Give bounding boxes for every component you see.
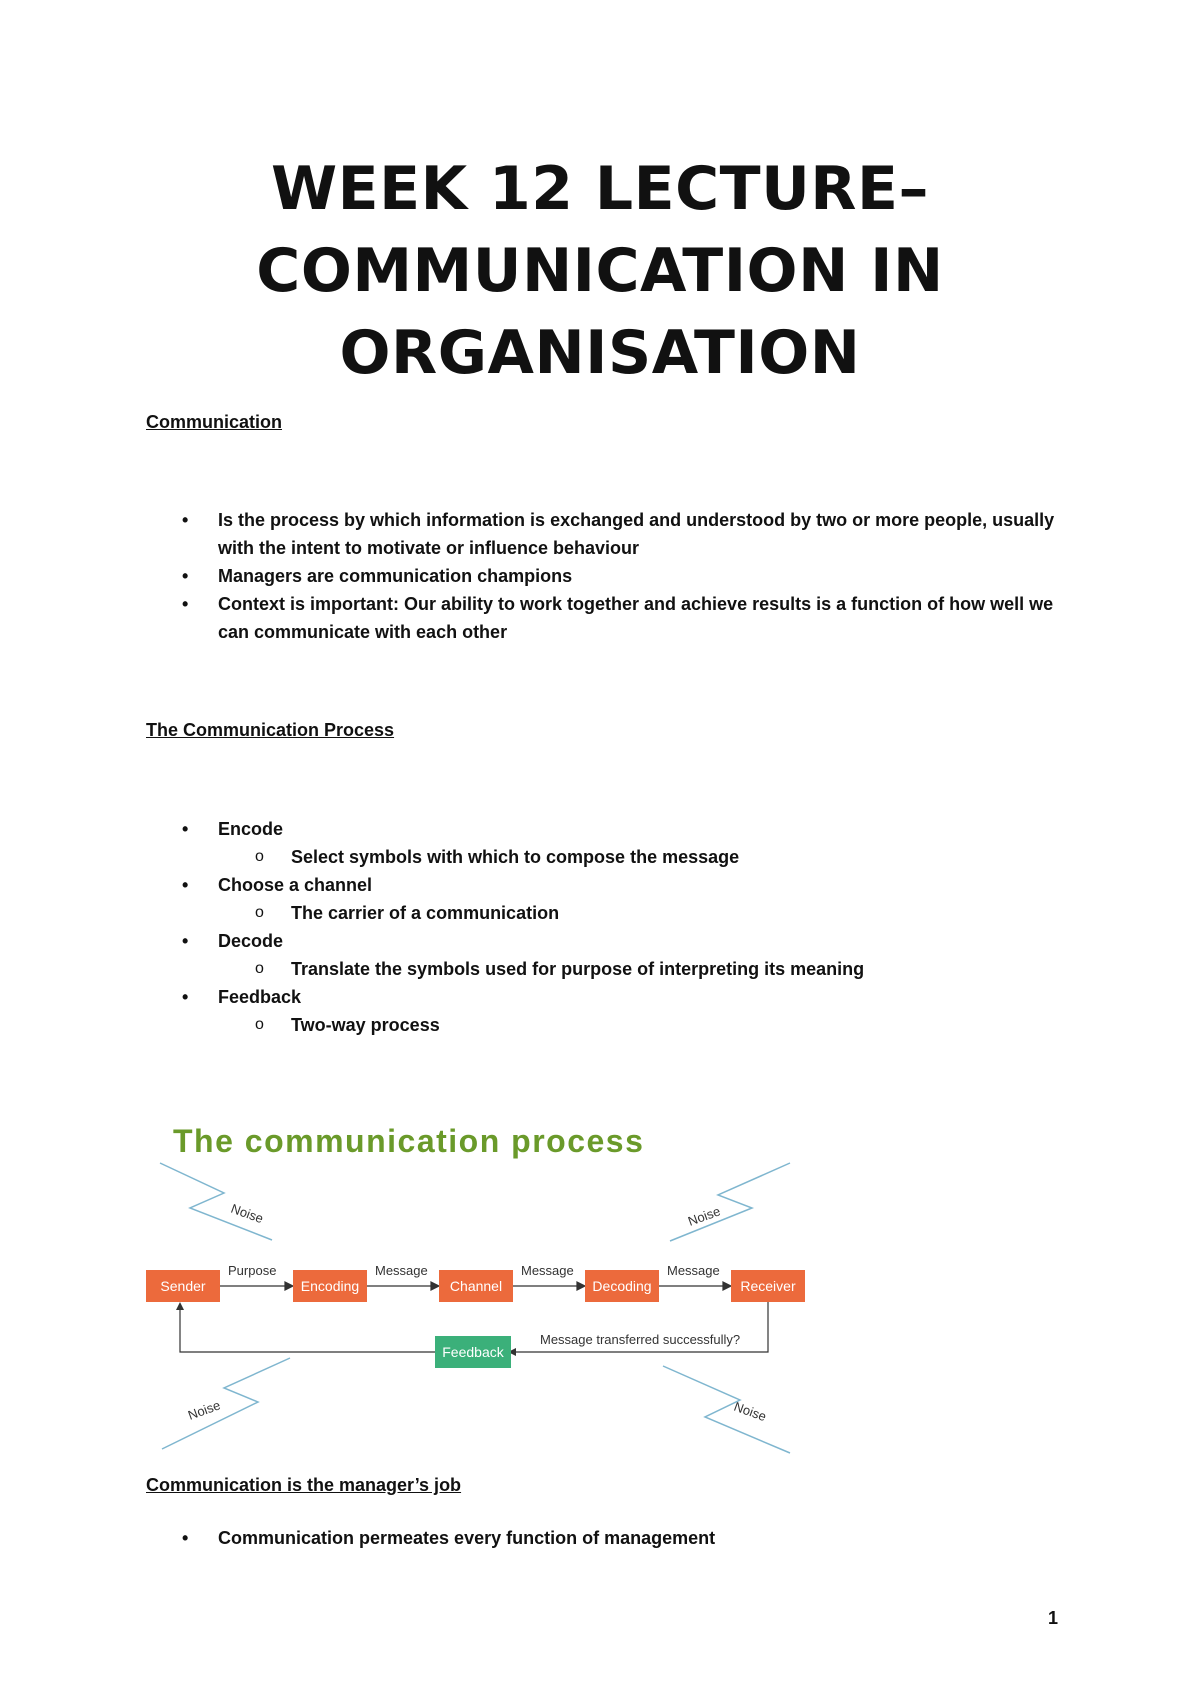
arrow-head xyxy=(176,1302,184,1310)
sub-list-item: o The carrier of a communication xyxy=(218,899,991,927)
noise-label: Noise xyxy=(685,1203,723,1229)
sub-list xyxy=(218,955,1058,983)
section-heading-communication-process: The Communication Process xyxy=(146,720,395,740)
communication-process-diagram xyxy=(140,1110,820,1460)
list-item: • Choose a channel o The carrier of a communication xyxy=(0,871,1058,927)
bullet-icon: • xyxy=(182,875,189,895)
title-line-1: WEEK 12 LECTURE– xyxy=(270,154,929,224)
diagram-title: The communication process xyxy=(173,1123,645,1159)
managers-job-bullet-list xyxy=(0,1524,1058,1552)
noise-line-top-right xyxy=(670,1163,790,1241)
noise-line-top-left xyxy=(160,1163,272,1240)
page-number: 1 xyxy=(1048,1608,1059,1628)
communication-process-list xyxy=(0,815,1058,1039)
communication-bullet-list xyxy=(0,506,1058,646)
sub-list xyxy=(218,1011,1058,1039)
bullet-icon: • xyxy=(182,566,189,586)
feedback-question: Message transferred successfully? xyxy=(540,1332,741,1347)
circle-bullet-icon: o xyxy=(255,960,264,977)
sub-list-item: o Two-way process xyxy=(218,1011,991,1039)
page-title xyxy=(146,148,1054,394)
sub-list-item: o Select symbols with which to compose the message xyxy=(218,843,991,871)
list-item: • Context is important: Our ability to work together and achieve results is a function of how well we can communicate with each other xyxy=(0,590,1058,646)
circle-bullet-icon: o xyxy=(255,1016,264,1033)
bullet-icon: • xyxy=(182,1528,189,1548)
arrow-label: Message xyxy=(667,1263,720,1278)
bullet-icon: • xyxy=(182,819,189,839)
bullet-icon: • xyxy=(182,510,189,530)
circle-bullet-icon: o xyxy=(255,904,264,921)
bullet-icon: • xyxy=(182,594,189,614)
list-item: • Communication permeates every function of management xyxy=(0,1524,1058,1552)
node-label: Encoding xyxy=(300,1278,360,1294)
noise-label: Noise xyxy=(185,1397,223,1423)
circle-bullet-icon: o xyxy=(255,848,264,865)
node-label: Receiver xyxy=(740,1278,796,1294)
bullet-icon: • xyxy=(182,931,189,951)
sub-list-item: o Translate the symbols used for purpose of interpreting its meaning xyxy=(218,955,991,983)
title-line-2: COMMUNICATION IN xyxy=(256,236,944,306)
section-heading-communication: Communication xyxy=(146,412,283,432)
arrow-label: Purpose xyxy=(228,1263,277,1278)
list-item: • Decode o Translate the symbols used for purpose of interpreting its meaning xyxy=(0,927,1058,983)
noise-label: Noise xyxy=(731,1398,769,1425)
bullet-icon: • xyxy=(182,987,189,1007)
list-item: • Managers are communication champions xyxy=(0,562,1058,590)
list-item: • Feedback o Two-way process xyxy=(0,983,1058,1039)
node-label: Feedback xyxy=(442,1344,504,1360)
sub-list xyxy=(218,843,1058,871)
list-item: • Is the process by which information is exchanged and understood by two or more people, usually with the intent to motivate or influence behaviour xyxy=(0,506,1058,562)
arrow-label: Message xyxy=(521,1263,574,1278)
title-line-3: ORGANISATION xyxy=(339,318,861,388)
sub-list xyxy=(218,899,1058,927)
noise-line-bottom-right xyxy=(663,1366,790,1453)
section-heading-managers-job: Communication is the manager’s job xyxy=(146,1475,462,1495)
node-label: Channel xyxy=(449,1278,503,1294)
node-label: Sender xyxy=(160,1278,206,1294)
list-item: • Encode o Select symbols with which to compose the message xyxy=(0,815,1058,871)
arrow-label: Message xyxy=(375,1263,428,1278)
noise-label: Noise xyxy=(228,1200,266,1227)
node-label: Decoding xyxy=(592,1278,652,1294)
noise-line-bottom-left xyxy=(162,1358,290,1449)
